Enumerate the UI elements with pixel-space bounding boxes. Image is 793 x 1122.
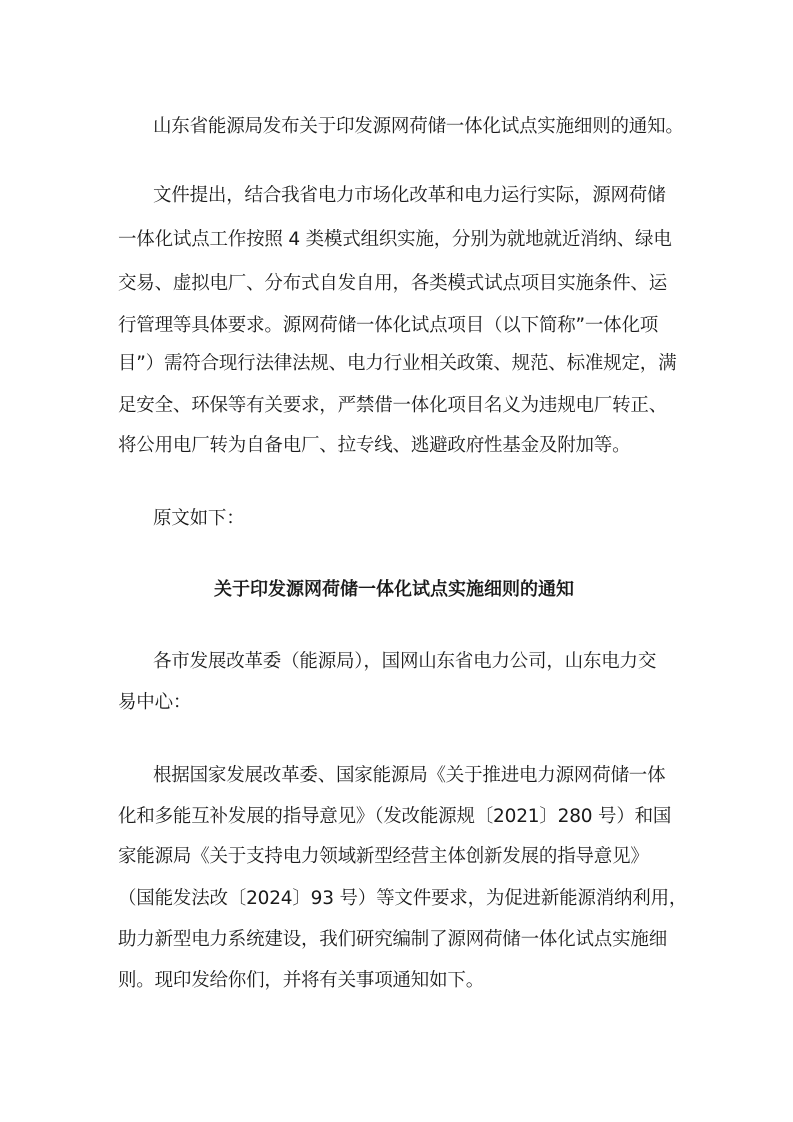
- original-text-label: 原文如下：: [153, 508, 245, 529]
- paragraph-1-line: 文件提出，结合我省电力市场化改革和电力运行实际，源网荷储: [153, 185, 666, 206]
- addressee-line: 各市发展改革委（能源局），国网山东省电力公司，山东电力交: [153, 651, 657, 672]
- paragraph-2-line: （国能发法改〔2024〕93 号）等文件要求，为促进新能源消纳利用，: [118, 888, 688, 909]
- paragraph-1-line: 行管理等具体要求。源网荷储一体化试点项目（以下简称”一体化项: [118, 315, 659, 336]
- paragraph-2-line: 则。现印发给你们，并将有关事项通知如下。: [118, 970, 485, 991]
- notice-title: 关于印发源网荷储一体化试点实施细则的通知: [214, 579, 574, 600]
- paragraph-1-line: 目”）需符合现行法律法规、电力行业相关政策、规范、标准规定，满: [118, 353, 677, 374]
- paragraph-2-line: 助力新型电力系统建设，我们研究编制了源网荷储一体化试点实施细: [118, 929, 668, 950]
- addressee-line: 易中心：: [118, 692, 192, 713]
- paragraph-1-line: 交易、虚拟电厂、分布式自发自用，各类模式试点项目实施条件、运: [118, 273, 668, 294]
- intro-line: 山东省能源局发布关于印发源网荷储一体化试点实施细则的通知。: [153, 116, 684, 137]
- paragraph-1-line: 一体化试点工作按照 4 类模式组织实施，分别为就地就近消纳、绿电: [118, 229, 672, 250]
- paragraph-1-line: 足安全、环保等有关要求，严禁借一体化项目名义为违规电厂转正、: [118, 395, 668, 416]
- paragraph-2-line: 家能源局《关于支持电力领域新型经营主体创新发展的指导意见》: [118, 846, 649, 867]
- paragraph-1-line: 将公用电厂转为自备电厂、拉专线、逃避政府性基金及附加等。: [118, 435, 631, 456]
- paragraph-2-line: 化和多能互补发展的指导意见》（发改能源规〔2021〕280 号）和国: [118, 806, 672, 827]
- paragraph-2-line: 根据国家发展改革委、国家能源局《关于推进电力源网荷储一体: [153, 765, 666, 786]
